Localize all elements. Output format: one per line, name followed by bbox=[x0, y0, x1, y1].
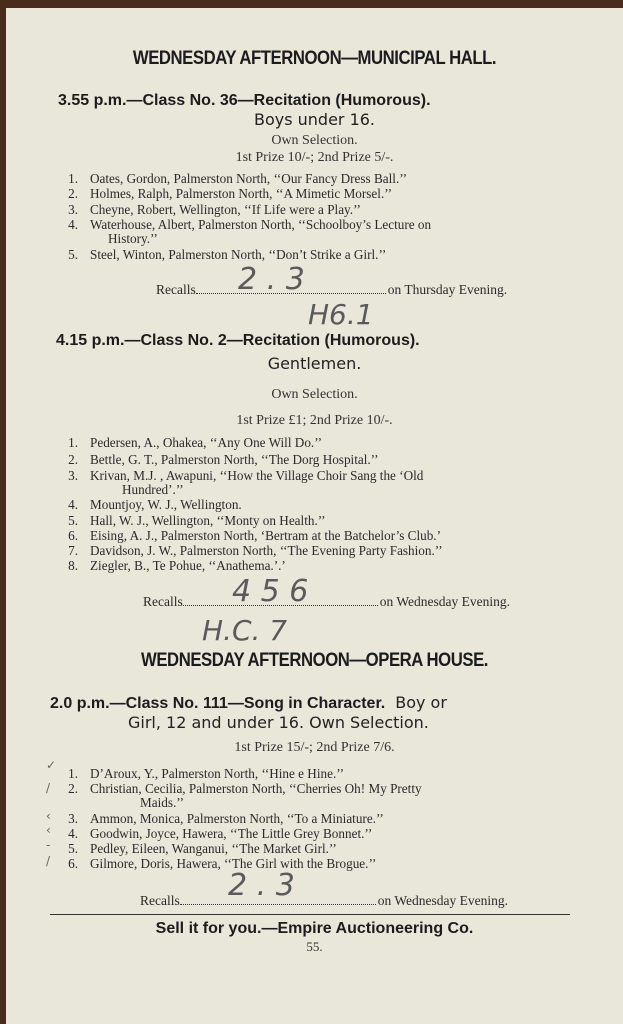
class-36-title: 3.55 p.m.—Class No. 36—Recitation (Humorous). bbox=[58, 92, 431, 109]
tick-mark-icon: / bbox=[46, 781, 51, 795]
class-36-selection: Own Selection. bbox=[271, 133, 358, 148]
tick-mark-icon: / bbox=[46, 854, 51, 868]
class-111-subtitle: Girl, 12 and under 16. Own Selection. bbox=[128, 713, 429, 732]
recalls-line: Recalls on Wednesday Evening. bbox=[143, 594, 511, 609]
class-36-prizes: 1st Prize 10/-; 2nd Prize 5/-. bbox=[235, 150, 394, 165]
tick-mark-icon: ‹ bbox=[46, 823, 51, 837]
section-heading-municipal-hall: WEDNESDAY AFTERNOON—MUNICIPAL HALL. bbox=[132, 48, 497, 69]
handwritten-recalls: 4 5 6 bbox=[232, 574, 309, 609]
class-36-subtitle: Boys under 16. bbox=[253, 110, 376, 129]
list-item-continuation: Hundred’.’’ bbox=[122, 482, 184, 497]
recalls-line: Recalls on Thursday Evening. bbox=[156, 282, 508, 297]
tick-mark-icon: ✓ bbox=[46, 758, 57, 772]
programme-page: WEDNESDAY AFTERNOON—MUNICIPAL HALL. 3.55 p.m.—Class No. 36—Recitation (Humorous). Boys under 16. Own Selection. 1st Prize 10/-; 2nd Prize 5/-. 1. Oates, Gordon, Palmerston North, ‘‘Our Fancy Dress Ball.’’ 2. Holmes, Ralph, Palmerston North, ‘‘A Mimetic Morsel.’’ 3. Cheyne, Robert, Wellington, ‘‘If Life were a Play.’’ 4. Waterhouse, Albert, Palmerston North, ‘‘Schoolboy’s Lecture on History.’’ 5. Steel, Winton, Palmerston North, ‘‘Don’t Strike a Girl.’’ Recalls on Thursday Evening. 2 . 3 H6.1 4.15 p.m.—Class No. 2—Recitation (Humorous). Gentlemen. Own Selection. 1st Prize £1; 2nd Prize 10/-. 1. Pedersen, A., Ohakea, ‘‘Any One Will Do.’’ 2. Bettle, G. T., Palmerston North, ‘‘The Dorg Hospital.’’ 3. Krivan, M.J. , Awapuni, ‘‘How the Village Choir Sang the ‘Old Hundred’.’’ 4. Mountjoy, W. J., Wellington. 5. Hall, W. J., Wellington, ‘‘Monty on Health.’’ 6. Eising, A. J., Palmerston North, ‘Bertram at the Batchelor’s Club.’ 7. Davidson, J. W., Palmerston North, ‘‘The Evening Party Fashion.’’ 8. Ziegler, B., Te Pohue, ‘‘Anathema.’.’ Recalls on Wednesday Evening. 4 5 6 H.C. 7 WEDNESDAY AFTERNOON—OPERA HOUSE. 2.0 p.m.—Class No. 111—Song in Character. Boy or Girl, 12 and under 16. Own Selection. 1st Prize 15/-; 2nd Prize 7/6. ✓ 1. D’Aroux, Y., Palmerston North, ‘‘Hine e Hine.’’ / 2. Christian, Cecilia, Palmerston North, ‘‘Cherries Oh! My Pretty Maids.’’ ‹ 3. Ammon, Monica, Palmerston North, ‘‘To a Miniature.’’ ‹ 4. Goodwin, Joyce, Hawera, ‘‘The Little Grey Bonnet.’’ - 5. Pedley, Eileen, Wanganui, ‘‘The Market Girl.’’ / 6. Gilmore, Doris, Hawera, ‘‘The Girl with the Brogue.’’ Recalls on Wednesday Evening. 2 . 3 Sell it for you.—Empire Auctioneering Co. 55. bbox=[6, 8, 623, 1024]
handwritten-recalls: 2 . 3 bbox=[238, 262, 305, 297]
handwritten-note: H6.1 bbox=[308, 298, 374, 331]
handwritten-note: H.C. 7 bbox=[202, 614, 288, 647]
section-heading-opera-house: WEDNESDAY AFTERNOON—OPERA HOUSE. bbox=[141, 650, 488, 671]
class-2-title: 4.15 p.m.—Class No. 2—Recitation (Humorous). bbox=[56, 332, 420, 349]
page-number: 55. bbox=[306, 939, 323, 954]
class-2-selection: Own Selection. bbox=[271, 387, 358, 402]
footer-advert: Sell it for you.—Empire Auctioneering Co. bbox=[155, 920, 474, 937]
list-item-continuation: History.’’ bbox=[108, 231, 158, 246]
class-2-subtitle: Gentlemen. bbox=[267, 354, 362, 373]
tick-mark-icon: ‹ bbox=[46, 809, 51, 823]
class-111-title: 2.0 p.m.—Class No. 111—Song in Character. Boy or bbox=[50, 693, 447, 712]
divider bbox=[50, 914, 570, 915]
class-111-prizes: 1st Prize 15/-; 2nd Prize 7/6. bbox=[234, 740, 395, 755]
recalls-line: Recalls on Wednesday Evening. bbox=[140, 893, 509, 908]
class-2-prizes: 1st Prize £1; 2nd Prize 10/-. bbox=[236, 413, 393, 428]
list-item-continuation: Maids.’’ bbox=[140, 795, 185, 810]
handwritten-recalls: 2 . 3 bbox=[228, 868, 295, 903]
tick-mark-icon: - bbox=[46, 838, 51, 852]
